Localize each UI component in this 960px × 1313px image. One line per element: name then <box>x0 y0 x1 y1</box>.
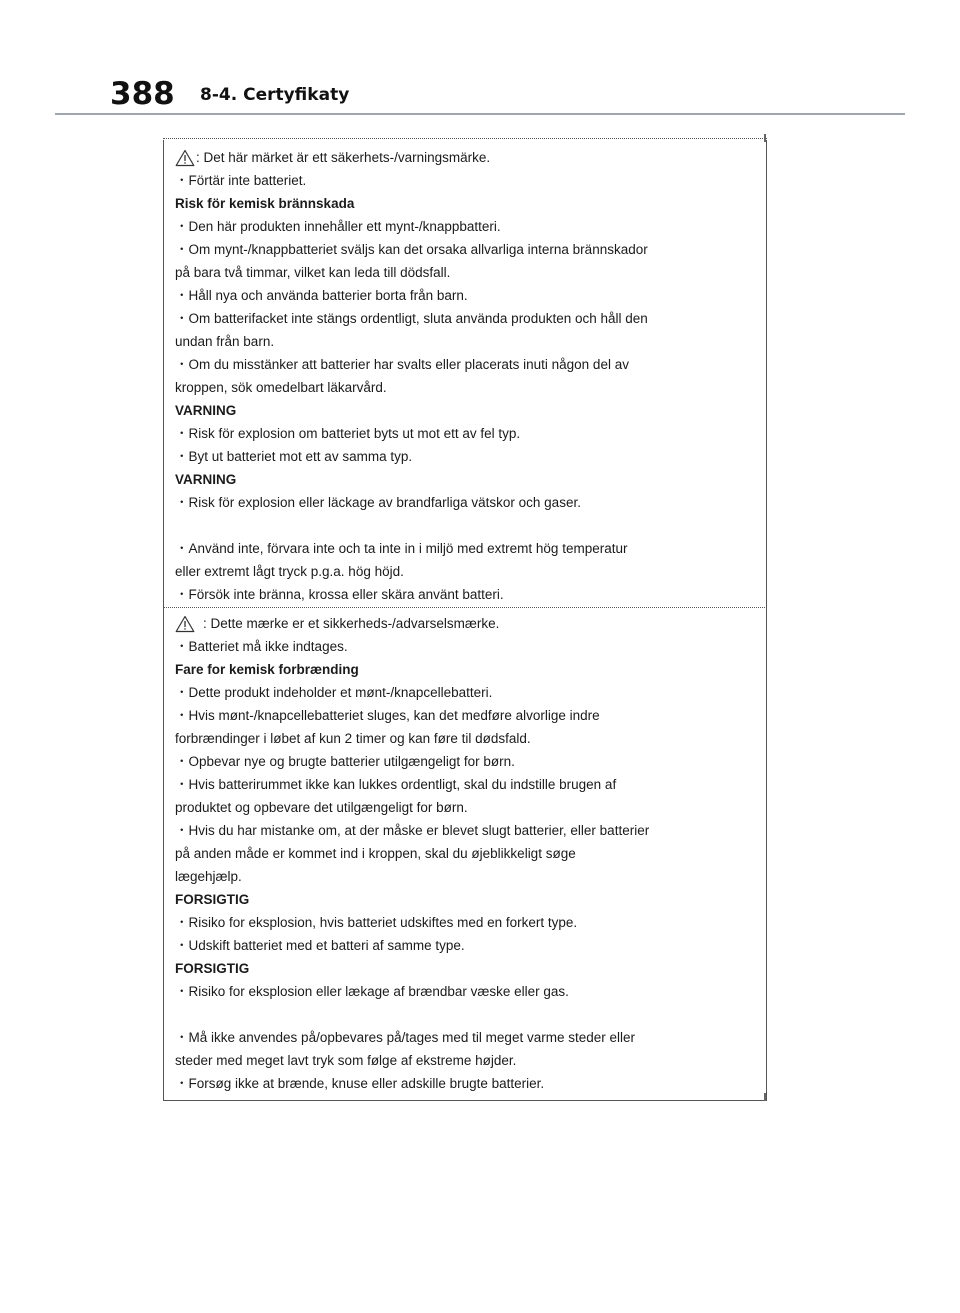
notice-line: ・Risk för explosion om batteriet byts ut mot ett av fel typ. <box>175 426 521 441</box>
notice-line: ・Batteriet må ikke indtages. <box>175 639 348 654</box>
notice-line: på bara två timmar, vilket kan leda till dödsfall. <box>175 265 451 280</box>
notice-line: ・Förtär inte batteriet. <box>175 173 307 188</box>
notice-line: ・Byt ut batteriet mot ett av samma typ. <box>175 449 413 464</box>
notice-heading: VARNING <box>175 472 237 487</box>
notice-line: lægehjælp. <box>175 869 242 884</box>
warning-triangle-icon <box>175 149 195 167</box>
warning-triangle-icon <box>175 615 195 633</box>
notice-line: ・Udskift batteriet med et batteri af samme type. <box>175 938 465 953</box>
section-title: 8-4. Certyfikaty <box>200 85 350 105</box>
notice-line: ・Dette produkt indeholder et mønt-/knapcellebatteri. <box>175 685 493 700</box>
notice-line: ・Den här produkten innehåller ett mynt-/knappbatteri. <box>175 219 501 234</box>
notice-line: ・Risiko for eksplosion, hvis batteriet udskiftes med en forkert type. <box>175 915 578 930</box>
notice-line: ・Opbevar nye og brugte batterier utilgængeligt for børn. <box>175 754 515 769</box>
notice-line: ・Håll nya och använda batterier borta från barn. <box>175 288 468 303</box>
notice-line: produktet og opbevare det utilgængeligt for børn. <box>175 800 468 815</box>
corner-mark <box>764 134 766 142</box>
page-number: 388 <box>110 76 175 112</box>
danish-warning-symbol-text: : Dette mærke er et sikkerheds-/advarselsmærke. <box>203 616 500 631</box>
notice-line: på anden måde er kommet ind i kroppen, skal du øjeblikkeligt søge <box>175 846 576 861</box>
swedish-warning-symbol-text: : Det här märket är ett säkerhets-/varningsmärke. <box>196 150 491 165</box>
notice-line: ・Hvis batterirummet ikke kan lukkes ordentligt, skal du indstille brugen af <box>175 777 617 792</box>
notice-heading: VARNING <box>175 403 237 418</box>
spacer <box>175 1003 745 1026</box>
notice-heading: Risk för kemisk brännskada <box>175 196 355 211</box>
notice-line: ・Må ikke anvendes på/opbevares på/tages med til meget varme steder eller <box>175 1030 635 1045</box>
swedish-warning-symbol-line <box>175 146 745 169</box>
header-divider <box>55 113 905 115</box>
notice-heading: FORSIGTIG <box>175 892 250 907</box>
notice-line: ・Risiko for eksplosion eller lækage af brændbar væske eller gas. <box>175 984 569 999</box>
notice-line: undan från barn. <box>175 334 275 349</box>
notice-line: ・Hvis mønt-/knapcellebatteriet sluges, kan det medføre alvorlige indre <box>175 708 600 723</box>
notice-heading: Fare for kemisk forbrænding <box>175 662 359 677</box>
swedish-notice-section <box>175 146 745 606</box>
page-header <box>0 0 960 120</box>
notice-line: ・Använd inte, förvara inte och ta inte in i miljö med extremt hög temperatur <box>175 541 628 556</box>
notice-line: ・Hvis du har mistanke om, at der måske er blevet slugt batterier, eller batterier <box>175 823 650 838</box>
notice-line: eller extremt lågt tryck p.g.a. hög höjd. <box>175 564 404 579</box>
notice-line: steder med meget lavt tryk som følge af ekstreme højder. <box>175 1053 517 1068</box>
notice-line: ・Forsøg ikke at brænde, knuse eller adskille brugte batterier. <box>175 1076 545 1091</box>
corner-mark <box>764 1093 766 1101</box>
notice-line: kroppen, sök omedelbart läkarvård. <box>175 380 387 395</box>
notice-line: ・Risk för explosion eller läckage av brandfarliga vätskor och gaser. <box>175 495 581 510</box>
notice-line: ・Om mynt-/knappbatteriet sväljs kan det orsaka allvarliga interna brännskador <box>175 242 648 257</box>
notice-line: ・Försök inte bränna, krossa eller skära använt batteri. <box>175 587 504 602</box>
spacer <box>175 514 745 537</box>
notice-heading: FORSIGTIG <box>175 961 250 976</box>
notice-line: ・Om du misstänker att batterier har svalts eller placerats inuti någon del av <box>175 357 629 372</box>
notice-section-divider <box>163 607 767 608</box>
danish-notice-section <box>175 612 745 1095</box>
notice-box-top-border <box>163 138 767 139</box>
notice-line: forbrændinger i løbet af kun 2 timer og kan føre til dødsfald. <box>175 731 531 746</box>
danish-warning-symbol-line <box>175 612 745 635</box>
notice-line: ・Om batterifacket inte stängs ordentligt, sluta använda produkten och håll den <box>175 311 648 326</box>
